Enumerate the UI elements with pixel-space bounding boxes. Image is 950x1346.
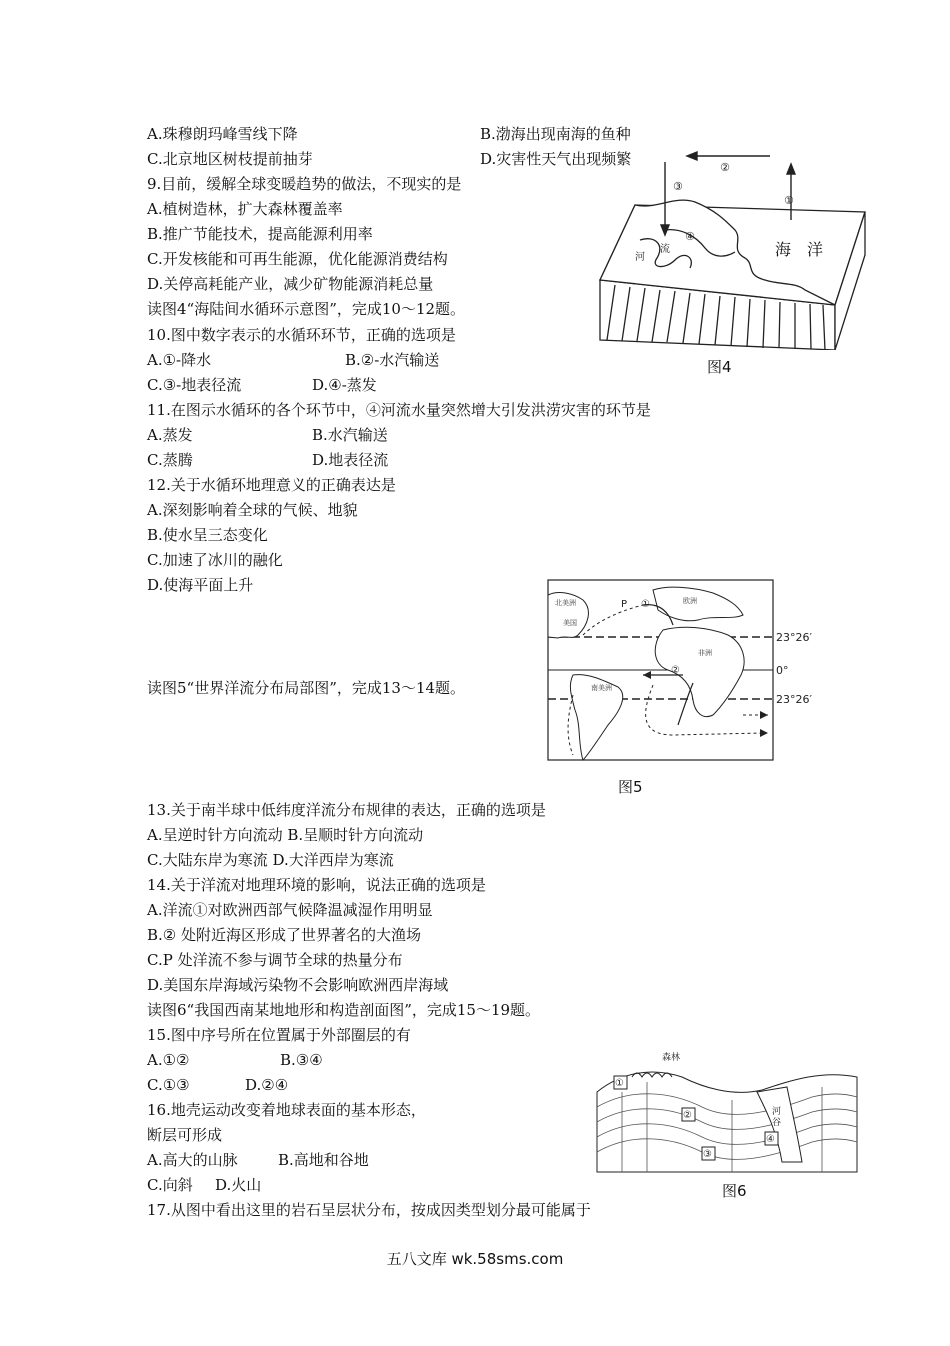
q10-stem: 10.图中数字表示的水循环环节，正确的选项是 xyxy=(147,326,456,344)
fig4-label-2: ② xyxy=(720,161,730,174)
q9-stem: 9.目前，缓解全球变暖趋势的做法，不现实的是 xyxy=(147,175,462,193)
q12-option-c: C.加速了冰川的融化 xyxy=(147,551,283,569)
footer-watermark: 五八文库 wk.58sms.com xyxy=(386,1250,564,1268)
q16-option-a: A.高大的山脉 xyxy=(147,1151,238,1169)
q10-option-d: D.④-蒸发 xyxy=(312,376,377,394)
fig6-label-4: ④ xyxy=(766,1134,775,1145)
q14-option-b: B.② 处附近海区形成了世界著名的大渔场 xyxy=(147,926,422,944)
q14-option-d: D.美国东岸海域污染物不会影响欧洲西岸海域 xyxy=(147,976,449,994)
fig6-label-3: ③ xyxy=(703,1149,712,1160)
q16-option-b: B.高地和谷地 xyxy=(278,1151,369,1169)
q14-option-c: C.P 处洋流不参与调节全球的热量分布 xyxy=(147,951,403,969)
q10-option-c: C.③-地表径流 xyxy=(147,376,242,394)
fig5-label-europe: 欧洲 xyxy=(683,597,697,605)
q12-option-d: D.使海平面上升 xyxy=(147,576,254,594)
q16-stem-line1: 16.地壳运动改变着地球表面的基本形态， xyxy=(147,1101,426,1119)
q16-option-c: C.向斜 xyxy=(147,1176,193,1194)
q9-option-b: B.推广节能技术，提高能源利用率 xyxy=(147,225,373,243)
q13-stem: 13.关于南半球中低纬度洋流分布规律的表达，正确的选项是 xyxy=(147,801,546,819)
q16-option-d: D.火山 xyxy=(215,1176,262,1194)
fig4-label-4: ④ xyxy=(685,230,695,243)
q16-stem-line2: 断层可形成 xyxy=(147,1126,223,1144)
q13-options-ab: A.呈逆时针方向流动 B.呈顺时针方向流动 xyxy=(147,826,424,844)
q14-stem: 14.关于洋流对地理环境的影响，说法正确的选项是 xyxy=(147,876,486,894)
intro-fig4: 读图4“海陆间水循环示意图”，完成10～12题。 xyxy=(147,300,466,318)
q12-stem: 12.关于水循环地理意义的正确表达是 xyxy=(147,476,396,494)
figure-4-water-cycle xyxy=(595,140,875,350)
figure-5-ocean-currents xyxy=(543,575,828,765)
q15-option-c: C.①③ xyxy=(147,1076,190,1094)
q11-stem: 11.在图示水循环的各个环节中，④河流水量突然增大引发洪涝灾害的环节是 xyxy=(147,401,651,419)
q9-option-d: D.关停高耗能产业，减少矿物能源消耗总量 xyxy=(147,275,434,293)
q8-option-d: D.灾害性天气出现频繁 xyxy=(480,150,632,168)
q8-option-c: C.北京地区树枝提前抽芽 xyxy=(147,150,313,168)
fig4-river-char1: 河 xyxy=(635,252,645,263)
fig5-lat-south: 23°26′ xyxy=(776,693,812,706)
q15-stem: 15.图中序号所在位置属于外部圈层的有 xyxy=(147,1026,411,1044)
fig5-label-south-america: 南美洲 xyxy=(591,684,612,692)
intro-fig5: 读图5“世界洋流分布局部图”，完成13～14题。 xyxy=(147,679,466,697)
fig5-label-africa: 非洲 xyxy=(698,649,712,657)
fig5-label-usa: 美国 xyxy=(563,619,577,627)
fig4-label-1: ① xyxy=(784,194,794,207)
fig6-label-forest: 森林 xyxy=(662,1053,681,1063)
q10-option-b: B.②-水汽输送 xyxy=(345,351,440,369)
q11-option-c: C.蒸腾 xyxy=(147,451,193,469)
fig5-label-1: ① xyxy=(641,599,650,610)
fig4-river-char2: 流 xyxy=(660,244,670,255)
fig5-label-2: ② xyxy=(671,665,680,676)
fig6-label-1: ① xyxy=(615,1078,624,1089)
q14-option-a: A.洋流①对欧洲西部气候降温减湿作用明显 xyxy=(147,901,433,919)
fig5-label-p: P xyxy=(621,599,628,610)
q11-option-d: D.地表径流 xyxy=(312,451,389,469)
q9-option-c: C.开发核能和可再生能源，优化能源消费结构 xyxy=(147,250,448,268)
q11-option-b: B.水汽输送 xyxy=(312,426,388,444)
fig4-ocean-label: 海 洋 xyxy=(775,240,824,259)
fig5-lat-equator: 0° xyxy=(776,664,789,677)
q15-option-b: B.③④ xyxy=(280,1051,323,1069)
q8-option-a: A.珠穆朗玛峰雪线下降 xyxy=(147,125,298,143)
figure-6-caption: 图6 xyxy=(722,1182,747,1200)
fig6-label-2: ② xyxy=(683,1110,692,1121)
intro-fig6: 读图6“我国西南某地地形和构造剖面图”，完成15～19题。 xyxy=(147,1001,541,1019)
q15-option-d: D.②④ xyxy=(245,1076,289,1094)
fig5-lat-north: 23°26′ xyxy=(776,631,812,644)
q12-option-a: A.深刻影响着全球的气候、地貌 xyxy=(147,501,358,519)
q10-option-a: A.①-降水 xyxy=(147,351,212,369)
fig5-label-north-america: 北美洲 xyxy=(555,599,576,607)
q9-option-a: A.植树造林，扩大森林覆盖率 xyxy=(147,200,343,218)
q8-option-b: B.渤海出现南海的鱼种 xyxy=(480,125,631,143)
figure-5-caption: 图5 xyxy=(618,778,643,796)
q15-option-a: A.①② xyxy=(147,1051,190,1069)
figure-6-terrain-section xyxy=(592,1052,862,1177)
fig6-label-valley-1: 河 xyxy=(772,1107,782,1117)
q17-stem: 17.从图中看出这里的岩石呈层状分布，按成因类型划分最可能属于 xyxy=(147,1201,591,1219)
q12-option-b: B.使水呈三态变化 xyxy=(147,526,268,544)
fig4-label-3: ③ xyxy=(673,180,683,193)
q13-options-cd: C.大陆东岸为寒流 D.大洋西岸为寒流 xyxy=(147,851,394,869)
q11-option-a: A.蒸发 xyxy=(147,426,193,444)
fig6-label-valley-2: 谷 xyxy=(772,1118,782,1128)
figure-4-caption: 图4 xyxy=(707,358,732,376)
